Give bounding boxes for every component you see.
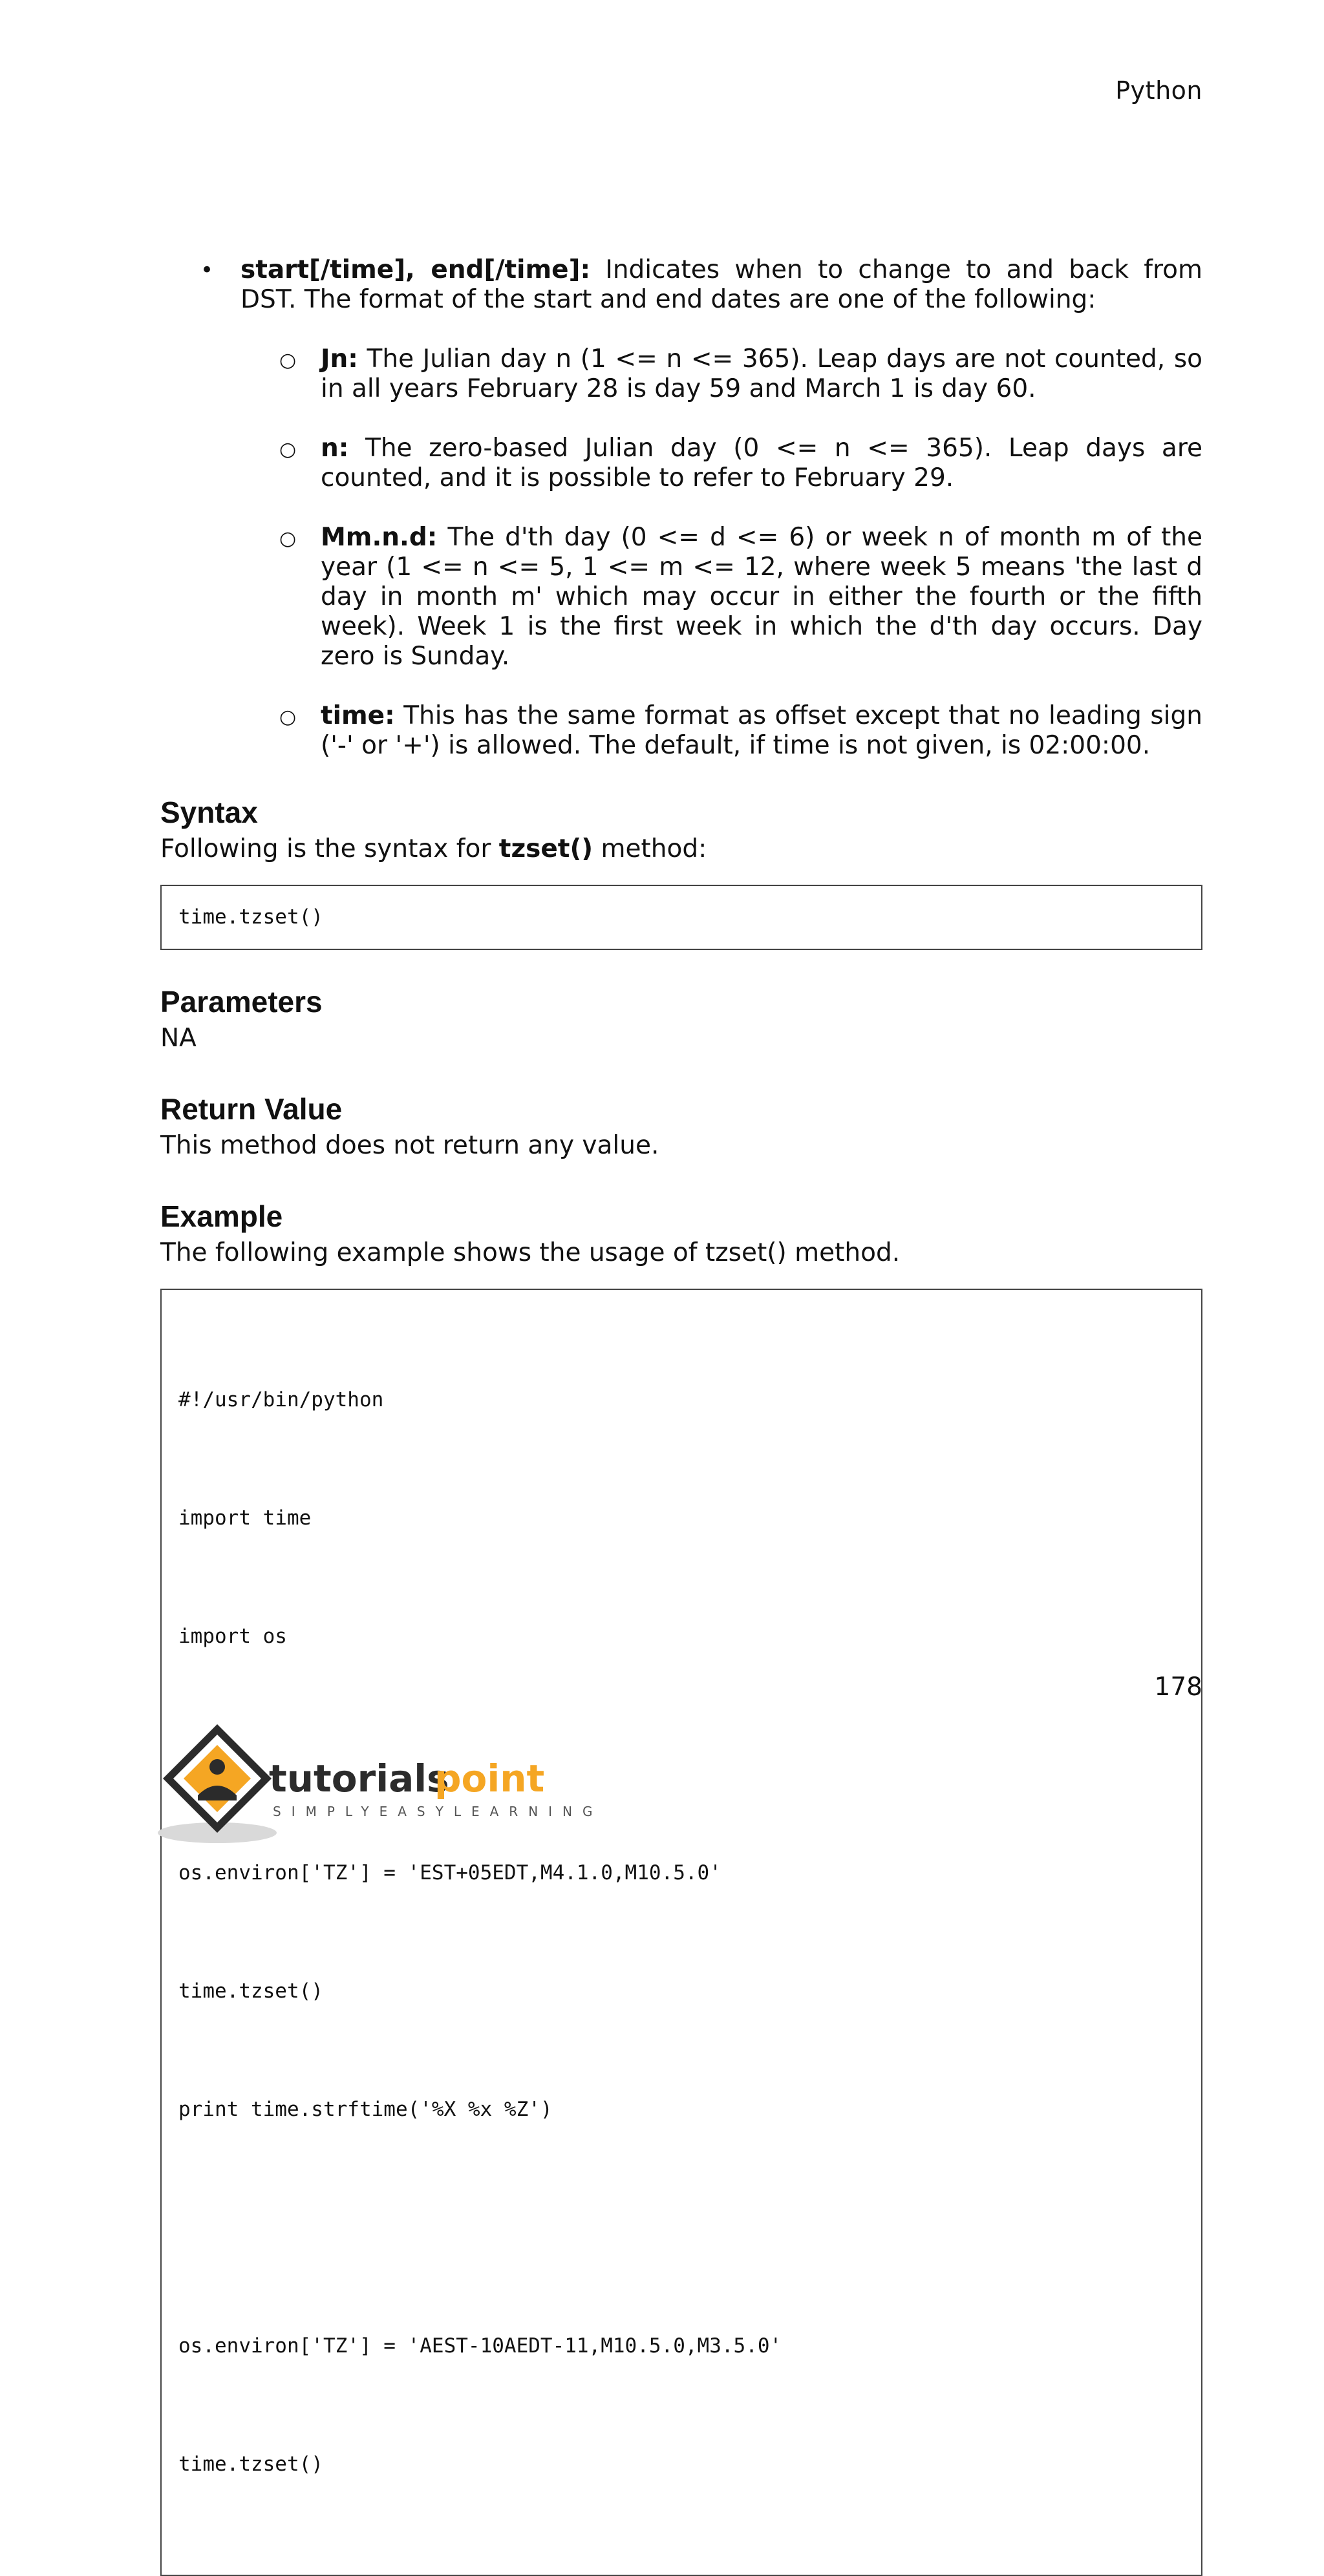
bullet-dot-icon: • <box>200 257 214 283</box>
logo-tagline: SIMPLYEASYLEARNING <box>273 1804 603 1819</box>
sub-item-text: The zero-based Julian day (0 <= n <= 365). Leap days are counted, and it is possible to refer to February 29. <box>321 434 1202 492</box>
code-line <box>178 2208 1184 2248</box>
code-line: import time <box>178 1506 312 1530</box>
example-text: The following example shows the usage of tzset() method. <box>160 1238 901 1267</box>
logo-main-text: tutorials <box>269 1757 449 1800</box>
circle-bullet-icon: ○ <box>279 438 297 461</box>
circle-bullet-icon: ○ <box>279 706 297 728</box>
sub-item-term: time: <box>321 701 395 730</box>
sub-item-text: The d'th day (0 <= d <= 6) or week n of month m of the year (1 <= n <= 5, 1 <= m <= 12, where week 5 means 'the last d day in month m' which may occur in either the fourth or the fifth week). Week 1 is the first week in which the d'th day occurs. Day zero is Sunday. <box>321 523 1202 671</box>
code-line: os.environ['TZ'] = 'AEST-10AEDT-11,M10.5.0,M3.5.0' <box>178 2334 782 2358</box>
sub-item-n <box>279 434 1202 493</box>
syntax-intro-prefix: Following is the syntax for <box>160 834 499 863</box>
bullet-term: start[/time], end[/time]: <box>240 255 591 284</box>
parameters-section <box>160 984 1202 1057</box>
sub-item-time <box>279 701 1202 761</box>
syntax-intro-bold: tzset() <box>498 834 593 863</box>
sub-item-jn <box>279 344 1202 404</box>
circle-bullet-icon: ○ <box>279 349 297 372</box>
bullet-text: Indicates when to change to and back from DST. The format of the start and end dates are one of the following: <box>240 255 1203 314</box>
sub-list <box>160 344 1202 761</box>
page-number: 178 <box>1154 1673 1202 1702</box>
parameters-text: NA <box>160 1024 197 1053</box>
syntax-code-block <box>160 885 1202 950</box>
syntax-intro-suffix: method: <box>593 834 707 863</box>
main-content <box>160 255 1202 2576</box>
sub-item-mmnd <box>279 523 1202 671</box>
code-line: os.environ['TZ'] = 'EST+05EDT,M4.1.0,M10.5.0' <box>178 1861 721 1884</box>
parameters-heading: Parameters <box>160 985 323 1019</box>
code-line: time.tzset() <box>178 905 323 929</box>
return-value-section <box>160 1091 1202 1165</box>
syntax-heading: Syntax <box>160 796 258 829</box>
syntax-intro <box>160 830 1202 868</box>
code-line: time.tzset() <box>178 1980 323 2003</box>
logo-accent-text: point <box>434 1757 545 1800</box>
bullet-item-start-end <box>160 255 1202 315</box>
circle-bullet-icon: ○ <box>279 527 297 550</box>
syntax-section <box>160 794 1202 950</box>
code-line: #!/usr/bin/python <box>178 1388 384 1411</box>
sub-item-term: n: <box>321 434 349 463</box>
sub-item-term: Jn: <box>321 344 358 374</box>
example-code-block <box>160 1289 1202 2576</box>
example-section <box>160 1198 1202 2576</box>
code-line: time.tzset() <box>178 2453 323 2476</box>
code-line: import os <box>178 1625 287 1648</box>
sub-item-text: The Julian day n (1 <= n <= 365). Leap days are not counted, so in all years February 28 is day 59 and March 1 is day 60. <box>321 344 1202 403</box>
code-line: print time.strftime('%X %x %Z') <box>178 2098 553 2121</box>
return-value-text: This method does not return any value. <box>160 1131 659 1160</box>
tutorialspoint-logo <box>158 1719 603 1848</box>
return-value-heading: Return Value <box>160 1092 343 1126</box>
example-heading: Example <box>160 1199 283 1233</box>
logo-person-head <box>209 1759 225 1775</box>
sub-item-text: This has the same format as offset except that no leading sign ('-' or '+') is allowed. The default, if time is not given, is 02:00:00. <box>321 701 1202 760</box>
sub-item-term: Mm.n.d: <box>321 523 438 552</box>
page-header-title: Python <box>1115 76 1202 105</box>
